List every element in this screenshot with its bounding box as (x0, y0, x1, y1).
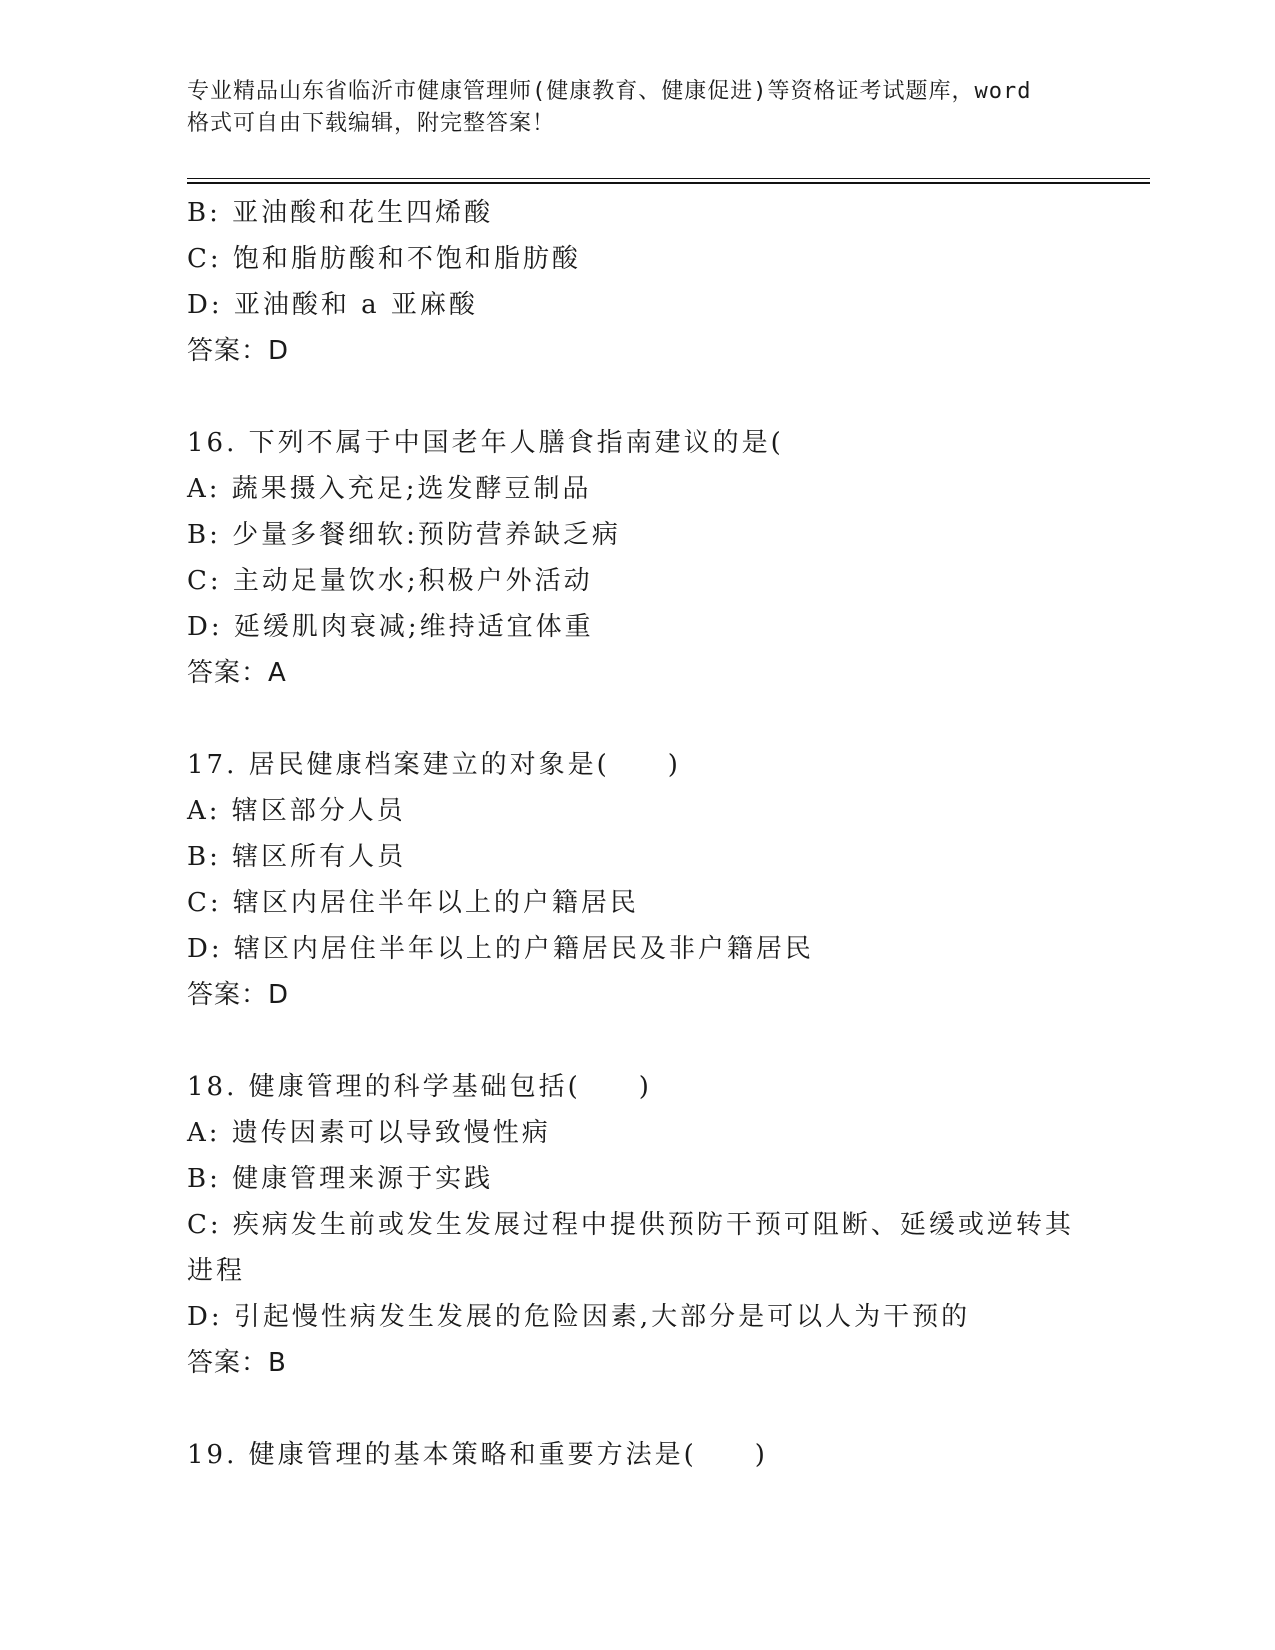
option-c: C: 疾病发生前或发生发展过程中提供预防干预可阻断、延缓或逆转其 (187, 1210, 1074, 1240)
question-list (187, 190, 1087, 1478)
question-text: 17. 居民健康档案建立的对象是( ) (187, 750, 681, 780)
option-a: A: 遗传因素可以导致慢性病 (187, 1118, 551, 1148)
answer: 答案：B (187, 1348, 287, 1378)
option-c: C: 饱和脂肪酸和不饱和脂肪酸 (187, 244, 581, 274)
option-b: B: 健康管理来源于实践 (187, 1164, 494, 1194)
question-block-19 (187, 1432, 1087, 1478)
document-header (187, 76, 1087, 140)
option-b: B: 少量多餐细软:预防营养缺乏病 (187, 520, 621, 550)
spacer (187, 1386, 1087, 1432)
header-divider-thin (187, 178, 1150, 179)
option-d: D: 引起慢性病发生发展的危险因素,大部分是可以人为干预的 (187, 1302, 971, 1332)
option-d: D: 亚油酸和 a 亚麻酸 (187, 290, 478, 320)
spacer (187, 374, 1087, 420)
spacer (187, 1018, 1087, 1064)
question-text: 19. 健康管理的基本策略和重要方法是( ) (187, 1440, 768, 1470)
question-block-18 (187, 1064, 1087, 1386)
question-text: 16. 下列不属于中国老年人膳食指南建议的是( (187, 428, 784, 458)
header-divider-thick (187, 182, 1150, 184)
spacer (187, 696, 1087, 742)
header-line-2: 格式可自由下载编辑，附完整答案！ (187, 111, 556, 136)
question-block-16 (187, 420, 1087, 696)
option-c: C: 辖区内居住半年以上的户籍居民 (187, 888, 639, 918)
header-line-1: 专业精品山东省临沂市健康管理师(健康教育、健康促进)等资格证考试题库，word (187, 79, 1032, 104)
option-b: B: 亚油酸和花生四烯酸 (187, 198, 494, 228)
option-c: C: 主动足量饮水;积极户外活动 (187, 566, 593, 596)
question-block-17 (187, 742, 1087, 1018)
answer: 答案：D (187, 336, 290, 366)
option-c-continued: 进程 (187, 1256, 246, 1286)
answer: 答案：A (187, 658, 287, 688)
question-block-15 (187, 190, 1087, 374)
option-b: B: 辖区所有人员 (187, 842, 407, 872)
option-a: A: 蔬果摄入充足;选发酵豆制品 (187, 474, 592, 504)
answer: 答案：D (187, 980, 290, 1010)
option-d: D: 延缓肌肉衰减;维持适宜体重 (187, 612, 594, 642)
option-a: A: 辖区部分人员 (187, 796, 406, 826)
question-text: 18. 健康管理的科学基础包括( ) (187, 1072, 652, 1102)
option-d: D: 辖区内居住半年以上的户籍居民及非户籍居民 (187, 934, 814, 964)
